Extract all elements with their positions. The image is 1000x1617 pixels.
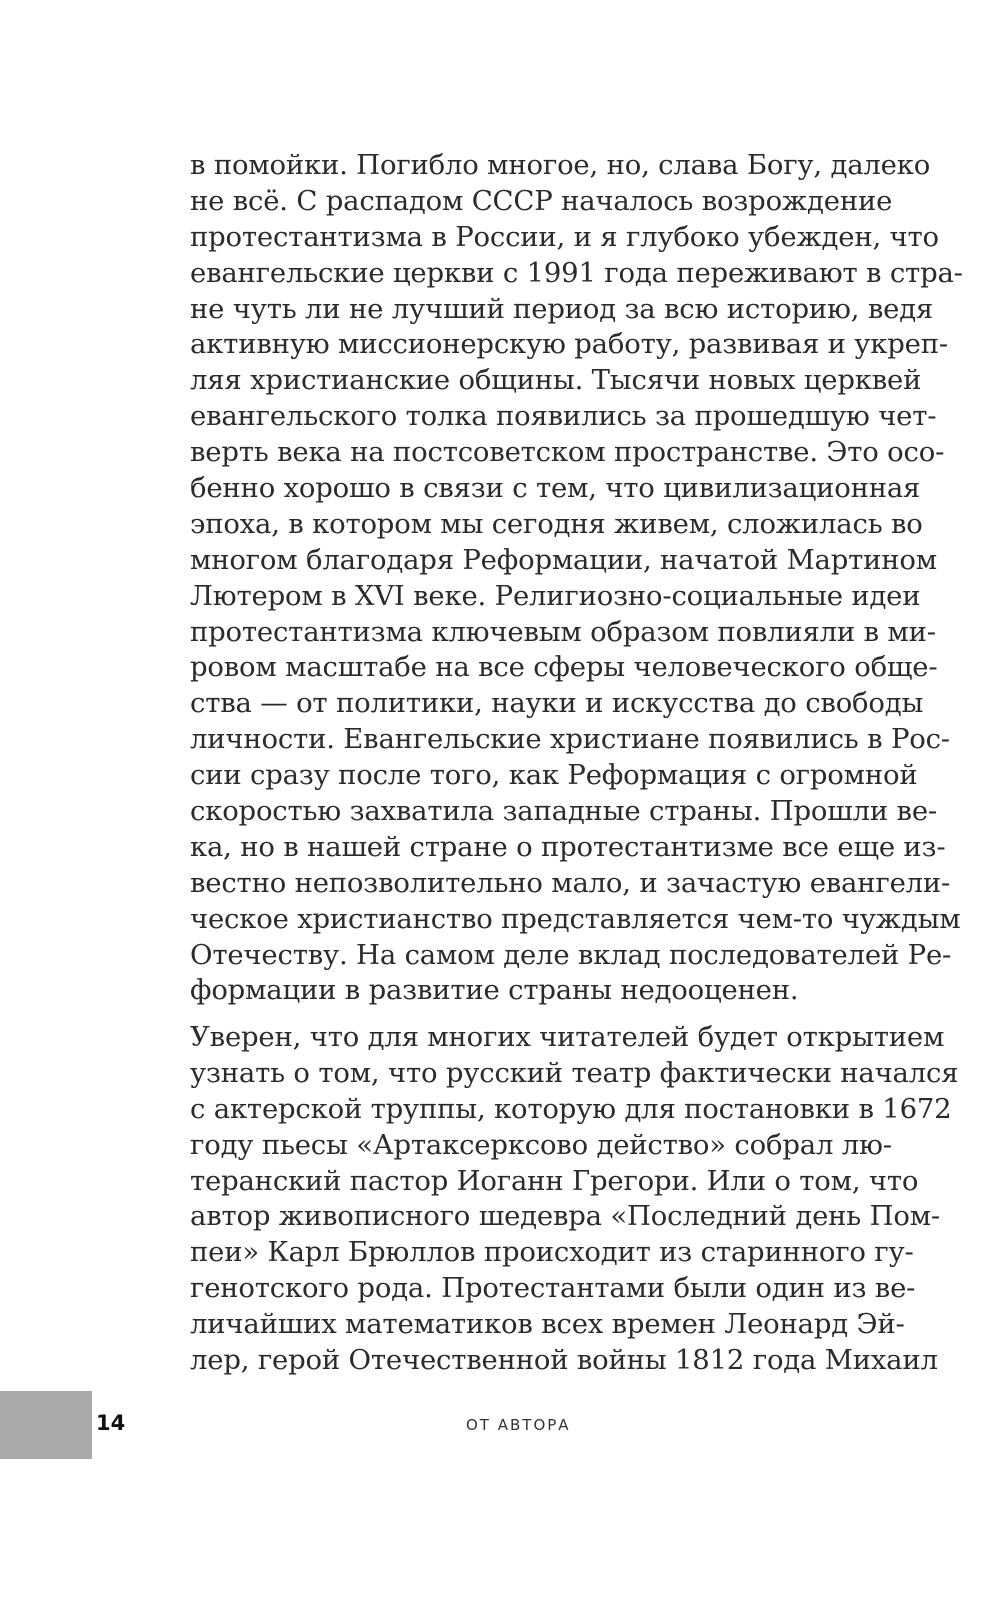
- running-head: ОТ АВТОРА: [466, 1416, 571, 1434]
- text-line: ка, но в нашей стране о протестантизме все еще из-: [190, 830, 946, 863]
- text-line: генотского рода. Протестантами были один из ве-: [190, 1272, 916, 1305]
- text-line: не чуть ли не лучший период за всю историю, ведя: [190, 292, 934, 325]
- text-line: не всё. С распадом СССР началось возрождение: [190, 184, 893, 217]
- text-line: сии сразу после того, как Реформация с огромной: [190, 759, 918, 792]
- text-line: теранский пастор Иоганн Грегори. Или о том, что: [190, 1164, 919, 1197]
- text-line: многом благодаря Реформации, начатой Мартином: [190, 543, 937, 576]
- text-line: Лютером в XVI веке. Религиозно-социальные идеи: [190, 579, 921, 612]
- text-line: протестантизма в России, и я глубоко убежден, что: [190, 220, 939, 253]
- text-line: автор живописного шедевра «Последний день Пом-: [190, 1200, 941, 1233]
- text-line: лер, герой Отечественной войны 1812 года Михаил: [190, 1344, 938, 1377]
- text-line: ровом масштабе на все сферы человеческого обще-: [190, 651, 938, 684]
- text-line: верть века на постсоветском пространстве. Это осо-: [190, 436, 945, 469]
- text-line: активную миссионерскую работу, развивая и укреп-: [190, 328, 948, 361]
- text-line: пеи» Карл Брюллов происходит из старинного гу-: [190, 1236, 914, 1269]
- text-line: личайших математиков всех времен Леонард Эй-: [190, 1308, 905, 1341]
- paragraph-2: [190, 1020, 959, 1379]
- text-line: скоростью захватила западные страны. Прошли ве-: [190, 795, 937, 828]
- text-line: году пьесы «Артаксерксово действо» собрал лю-: [190, 1128, 892, 1161]
- text-line: евангельского толка появились за прошедшую чет-: [190, 400, 937, 433]
- text-line: евангельские церкви с 1991 года переживают в стра-: [190, 256, 963, 289]
- text-line: ляя христианские общины. Тысячи новых церквей: [190, 364, 922, 397]
- text-line: эпоха, в котором мы сегодня живем, сложилась во: [190, 507, 923, 540]
- page-number: 14: [96, 1411, 126, 1435]
- text-line: формации в развитие страны недооценен.: [190, 974, 799, 1007]
- text-line: ческое христианство представляется чем-то чуждым: [190, 902, 961, 935]
- text-line: протестантизма ключевым образом повлияли в ми-: [190, 615, 936, 648]
- text-line: с актерской труппы, которую для постановки в 1672: [190, 1092, 952, 1125]
- page-tab-marker: [0, 1391, 92, 1459]
- text-line: Отечеству. На самом деле вклад последователей Ре-: [190, 938, 952, 971]
- text-line: узнать о том, что русский театр фактически начался: [190, 1056, 959, 1089]
- text-line: ства — от политики, науки и искусства до свободы: [190, 687, 924, 720]
- text-line: в помойки. Погибло многое, но, слава Богу, далеко: [190, 149, 931, 181]
- text-line: бенно хорошо в связи с тем, что цивилизационная: [190, 472, 921, 505]
- text-line: Уверен, что для многих читателей будет открытием: [190, 1021, 945, 1053]
- paragraph-1: [190, 148, 963, 1009]
- text-line: вестно непозволительно мало, и зачастую евангели-: [190, 866, 951, 899]
- text-line: личности. Евангельские христиане появились в Рос-: [190, 723, 950, 756]
